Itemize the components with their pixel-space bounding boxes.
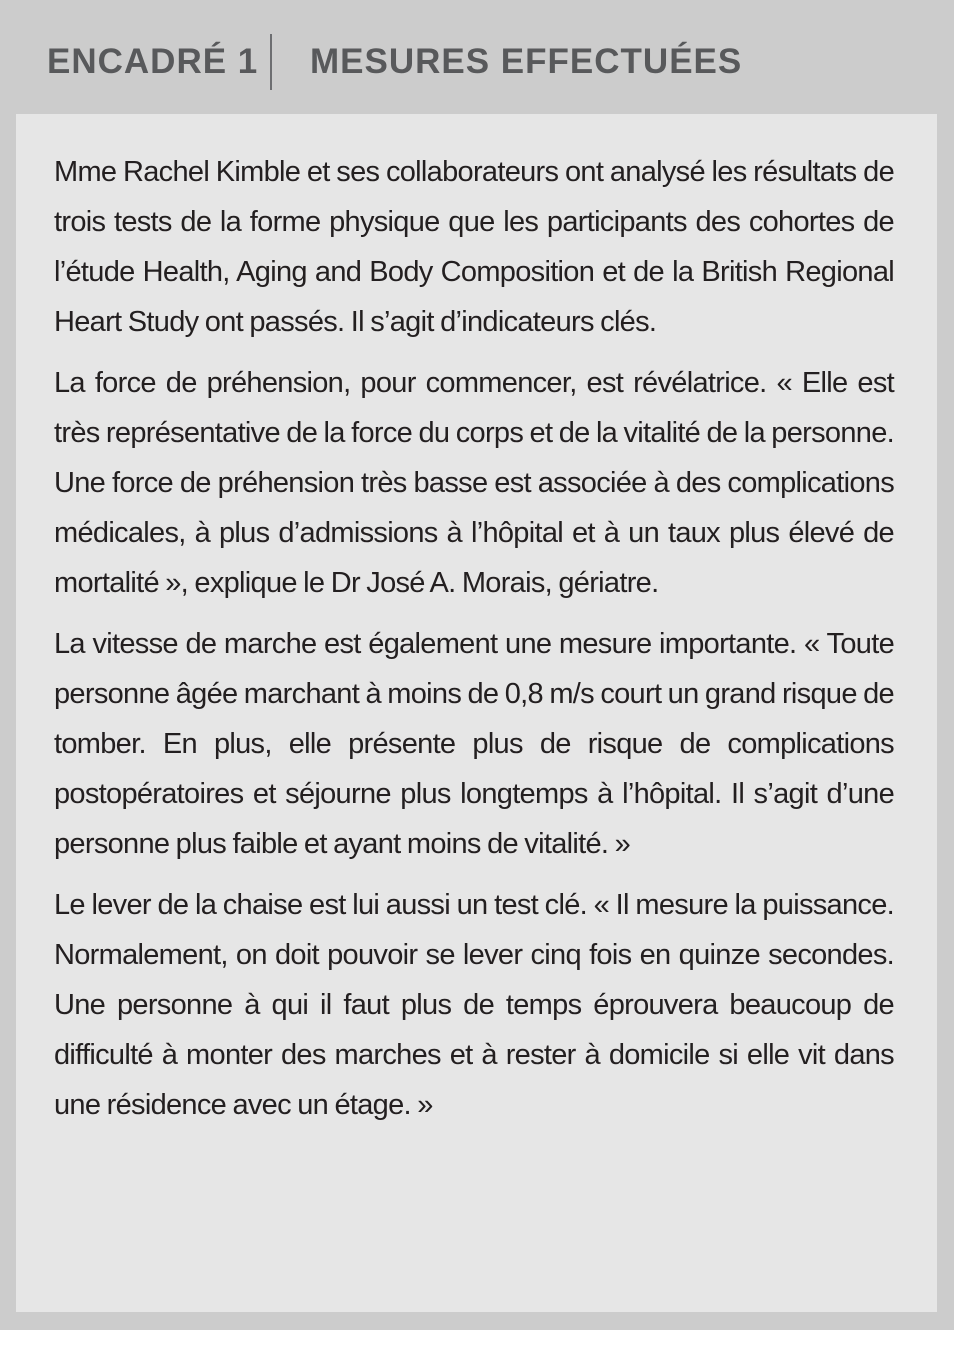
paragraph-grip-strength: La force de préhension, pour commencer, est révélatrice. « Elle est très représentative de la force du corps et de la vitalité de la personne. Une force de préhension très basse est associée à des complications médicales, à plus d’admissions à l’hôpital et à un taux plus élevé de mortalité », explique le Dr José A. Morais, gériatre. — [54, 367, 894, 599]
box-text — [54, 147, 894, 1141]
box-title: MESURES EFFECTUÉES — [310, 42, 743, 81]
header-divider — [270, 34, 272, 90]
paragraph-intro: Mme Rachel Kimble et ses collaborateurs ont analysé les résultats de trois tests de la forme physique que les participants des cohortes de l’étude Health, Aging and Body Composition et de la British Regional Heart Study ont passés. Il s’agit d’indicateurs clés. — [54, 156, 894, 338]
box-number: ENCADRÉ 1 — [47, 42, 259, 81]
paragraph-walking-speed: La vitesse de marche est également une mesure importante. « Toute personne âgée marchant à moins de 0,8 m/s court un grand risque de tomber. En plus, elle présente plus de risque de complications postopératoires et séjourne plus longtemps à l’hôpital. Il s’agit d’une personne plus faible et ayant moins de vitalité. » — [54, 628, 894, 860]
box-header — [0, 0, 954, 112]
paragraph-chair-rise: Le lever de la chaise est lui aussi un test clé. « Il mesure la puissance. Normalement, on doit pouvoir se lever cinq fois en quinze secondes. Une personne à qui il faut plus de temps éprouvera beaucoup de difficulté à monter des marches et à rester à domicile si elle vit dans une résidence avec un étage. » — [54, 889, 894, 1121]
box-content — [16, 114, 937, 1312]
